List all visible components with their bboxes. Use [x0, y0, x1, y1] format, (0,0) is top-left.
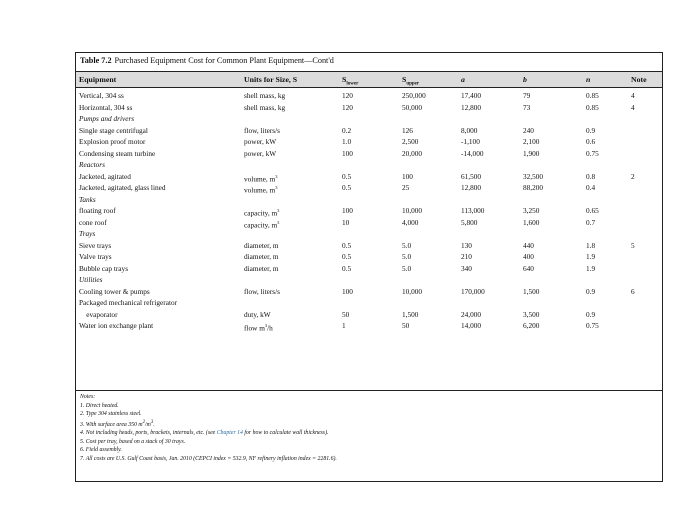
cell-s-upper: 10,000 — [402, 206, 423, 215]
cell-b: 88,200 — [523, 183, 544, 192]
header-equipment: Equipment — [79, 75, 117, 84]
table-caption — [80, 56, 334, 65]
notes-heading: Notes: — [80, 394, 96, 400]
cell-units: shell mass, kg — [244, 102, 286, 112]
cell-units: power, kW — [244, 137, 277, 146]
cell-n: 0.9 — [586, 125, 596, 135]
header-b: b — [523, 75, 527, 84]
cell-s-upper: 100 — [402, 171, 413, 181]
cell-units: power, kW — [244, 148, 277, 158]
cell-name: Horizontal, 304 ss — [79, 102, 133, 112]
cell-a: 130 — [461, 240, 472, 250]
cell-units: diameter, m — [244, 263, 279, 273]
cell-s-lower: 100 — [342, 206, 353, 215]
cell-note: 4 — [631, 102, 635, 112]
cell-s-upper: 50 — [402, 321, 410, 330]
note-3: 3. With surface area 350 $m^2/m^3$. — [80, 419, 155, 428]
section-label: Utilities — [79, 275, 103, 284]
cell-units: flow, liters/s — [244, 286, 281, 296]
cell-s-lower: 10 — [342, 217, 350, 227]
cell-units: capacity, $m^3$ — [244, 219, 280, 229]
note-1: 1. Direct heated. — [80, 402, 119, 409]
cell-b: 2,100 — [523, 137, 540, 146]
cell-s-lower: 0.5 — [342, 263, 352, 273]
cell-units: diameter, m — [244, 252, 279, 261]
cell-n: 0.6 — [586, 137, 596, 146]
cell-s-upper: 5.0 — [402, 263, 412, 273]
cell-a: 14,000 — [461, 321, 482, 330]
section-label: Reactors — [79, 160, 105, 169]
cell-s-lower: 1.0 — [342, 137, 352, 146]
table-row — [76, 320, 662, 331]
cell-b: 440 — [523, 240, 534, 250]
cell-note: 4 — [631, 91, 635, 100]
cell-s-upper: 20,000 — [402, 148, 423, 158]
cell-a: 12,800 — [461, 183, 482, 192]
cell-s-lower: 100 — [342, 148, 353, 158]
cell-s-lower: 1 — [342, 321, 346, 330]
table-row — [76, 309, 662, 320]
table-row — [76, 102, 662, 113]
cell-b: 240 — [523, 125, 534, 135]
cell-b: 1,500 — [523, 286, 540, 296]
section-heading-row — [76, 194, 662, 205]
cell-name: Jacketed, agitated, glass lined — [79, 183, 166, 192]
cell-s-lower: 100 — [342, 286, 353, 296]
section-label: Tanks — [79, 194, 96, 204]
cell-n: 1.9 — [586, 252, 596, 261]
cell-n: 0.65 — [586, 206, 599, 215]
cell-s-upper: 25 — [402, 183, 410, 192]
table-row — [76, 240, 662, 251]
cell-name: Condensing steam turbine — [79, 148, 156, 158]
cell-name: Sieve trays — [79, 240, 112, 250]
cell-a: -1,100 — [461, 137, 480, 146]
cell-s-upper: 2,500 — [402, 137, 419, 146]
table-row — [76, 171, 662, 182]
note-5: 5. Cost per tray, based on a stack of 30 trays. — [80, 438, 186, 445]
cell-b: 3,500 — [523, 309, 540, 319]
cell-a: 24,000 — [461, 309, 482, 319]
cell-note: 2 — [631, 171, 635, 181]
cell-units: shell mass, kg — [244, 91, 286, 100]
cell-units: volume, $m^3$ — [244, 173, 278, 183]
cell-s-lower: 50 — [342, 309, 350, 319]
cell-n: 1.9 — [586, 263, 596, 273]
cell-s-upper: 250,000 — [402, 91, 426, 100]
cell-s-lower: 0.5 — [342, 171, 352, 181]
cell-a: 210 — [461, 252, 472, 261]
cell-n: 0.85 — [586, 91, 599, 100]
table-header — [76, 71, 662, 88]
header-s-upper: $S_{upper}$ — [402, 75, 420, 87]
cell-s-lower: 120 — [342, 102, 353, 112]
cell-units: volume, $m^3$ — [244, 185, 278, 195]
cell-a: 5,800 — [461, 217, 478, 227]
cell-name: cone roof — [79, 217, 107, 227]
note-7: 7. All costs are U.S. Gulf Coast basis, Jan. 2010 (CEPCI index = 532.9, NF refinery inflation index = 2281.6). — [80, 456, 337, 463]
section-label: Trays — [79, 229, 96, 238]
cell-b: 640 — [523, 263, 534, 273]
cell-name: Bubble cap trays — [79, 263, 129, 273]
cell-n: 0.75 — [586, 148, 599, 158]
table-row — [76, 217, 662, 228]
cell-s-lower: 0.5 — [342, 240, 352, 250]
equipment-cost-table — [75, 52, 663, 482]
table-row — [76, 205, 662, 216]
cell-a: -14,000 — [461, 148, 484, 158]
note-6: 6. Field assembly. — [80, 447, 122, 454]
section-heading-row — [76, 274, 662, 285]
cell-n: 0.75 — [586, 321, 599, 330]
cell-name: Valve trays — [79, 252, 112, 261]
cell-b: 73 — [523, 102, 531, 112]
cell-n: 0.85 — [586, 102, 599, 112]
notes-divider — [76, 390, 662, 391]
note-4: 4. Not including heads, ports, brackets, internals, etc. (see Chapter 14 for how to calculate wall thickness). — [80, 430, 329, 437]
cell-b: 3,250 — [523, 206, 540, 215]
cell-s-upper: 5.0 — [402, 240, 412, 250]
cell-b: 1,600 — [523, 217, 540, 227]
cell-units: duty, kW — [244, 309, 271, 319]
table-row — [76, 136, 662, 147]
cell-s-lower: 0.5 — [342, 252, 352, 261]
section-heading-row — [76, 113, 662, 124]
cell-s-lower: 0.5 — [342, 183, 352, 192]
table-row — [76, 125, 662, 136]
cell-s-upper: 126 — [402, 125, 413, 135]
cell-name: floating roof — [79, 206, 116, 215]
table-row — [76, 297, 662, 308]
cell-units: flow $m^3/h$ — [244, 323, 273, 333]
table-row — [76, 148, 662, 159]
cell-name: Explosion proof motor — [79, 137, 146, 146]
header-s-lower: $S_{lower}$ — [342, 75, 359, 87]
cell-name: evaporator — [79, 309, 118, 319]
cell-b: 400 — [523, 252, 534, 261]
cell-units: diameter, m — [244, 240, 279, 250]
cell-units: capacity, $m^3$ — [244, 208, 280, 218]
cell-s-upper: 4,000 — [402, 217, 419, 227]
cell-name: Water ion exchange plant — [79, 321, 154, 330]
cell-s-upper: 50,000 — [402, 102, 423, 112]
section-heading-row — [76, 228, 662, 239]
table-number: Table 7.2 — [80, 56, 112, 65]
cell-s-upper: 1,500 — [402, 309, 419, 319]
cell-a: 113,000 — [461, 206, 485, 215]
cell-s-upper: 5.0 — [402, 252, 412, 261]
cell-name: Jacketed, agitated — [79, 171, 131, 181]
cell-a: 61,500 — [461, 171, 482, 181]
cell-name: Packaged mechanical refrigerator — [79, 298, 178, 307]
cell-name: Single stage centrifugal — [79, 125, 148, 135]
cell-a: 12,800 — [461, 102, 482, 112]
cell-n: 0.4 — [586, 183, 596, 192]
table-row — [76, 182, 662, 193]
chapter-14-link[interactable]: Chapter 14 — [216, 430, 243, 437]
cell-b: 6,200 — [523, 321, 540, 330]
header-units: Units for Size, S — [244, 75, 298, 84]
table-row — [76, 90, 662, 101]
table-row — [76, 251, 662, 262]
cell-note: 5 — [631, 240, 635, 250]
cell-a: 340 — [461, 263, 472, 273]
cell-a: 170,000 — [461, 286, 485, 296]
cell-a: 17,400 — [461, 91, 482, 100]
section-label: Pumps and drivers — [79, 114, 135, 123]
section-heading-row — [76, 159, 662, 170]
cell-name: Vertical, 304 ss — [79, 91, 124, 100]
header-n: n — [586, 75, 591, 84]
cell-b: 1,900 — [523, 148, 540, 158]
cell-note: 6 — [631, 286, 635, 296]
header-note: Note — [631, 75, 647, 84]
cell-name: Cooling tower & pumps — [79, 286, 150, 296]
cell-s-lower: 0.2 — [342, 125, 352, 135]
cell-n: 0.9 — [586, 309, 596, 319]
cell-n: 0.7 — [586, 217, 596, 227]
cell-n: 1.8 — [586, 240, 596, 250]
cell-units: flow, liters/s — [244, 125, 281, 135]
table-notes — [80, 393, 337, 464]
cell-s-lower: 120 — [342, 91, 353, 100]
cell-b: 79 — [523, 91, 531, 100]
cell-n: 0.9 — [586, 286, 596, 296]
note-2: 2. Type 304 stainless steel. — [80, 411, 142, 418]
table-row — [76, 263, 662, 274]
cell-a: 8,000 — [461, 125, 478, 135]
cell-b: 32,500 — [523, 171, 544, 181]
table-row — [76, 286, 662, 297]
header-a: a — [461, 75, 465, 84]
cell-n: 0.8 — [586, 171, 596, 181]
cell-s-upper: 10,000 — [402, 286, 423, 296]
table-title: Purchased Equipment Cost for Common Plant Equipment—Cont'd — [114, 56, 334, 65]
